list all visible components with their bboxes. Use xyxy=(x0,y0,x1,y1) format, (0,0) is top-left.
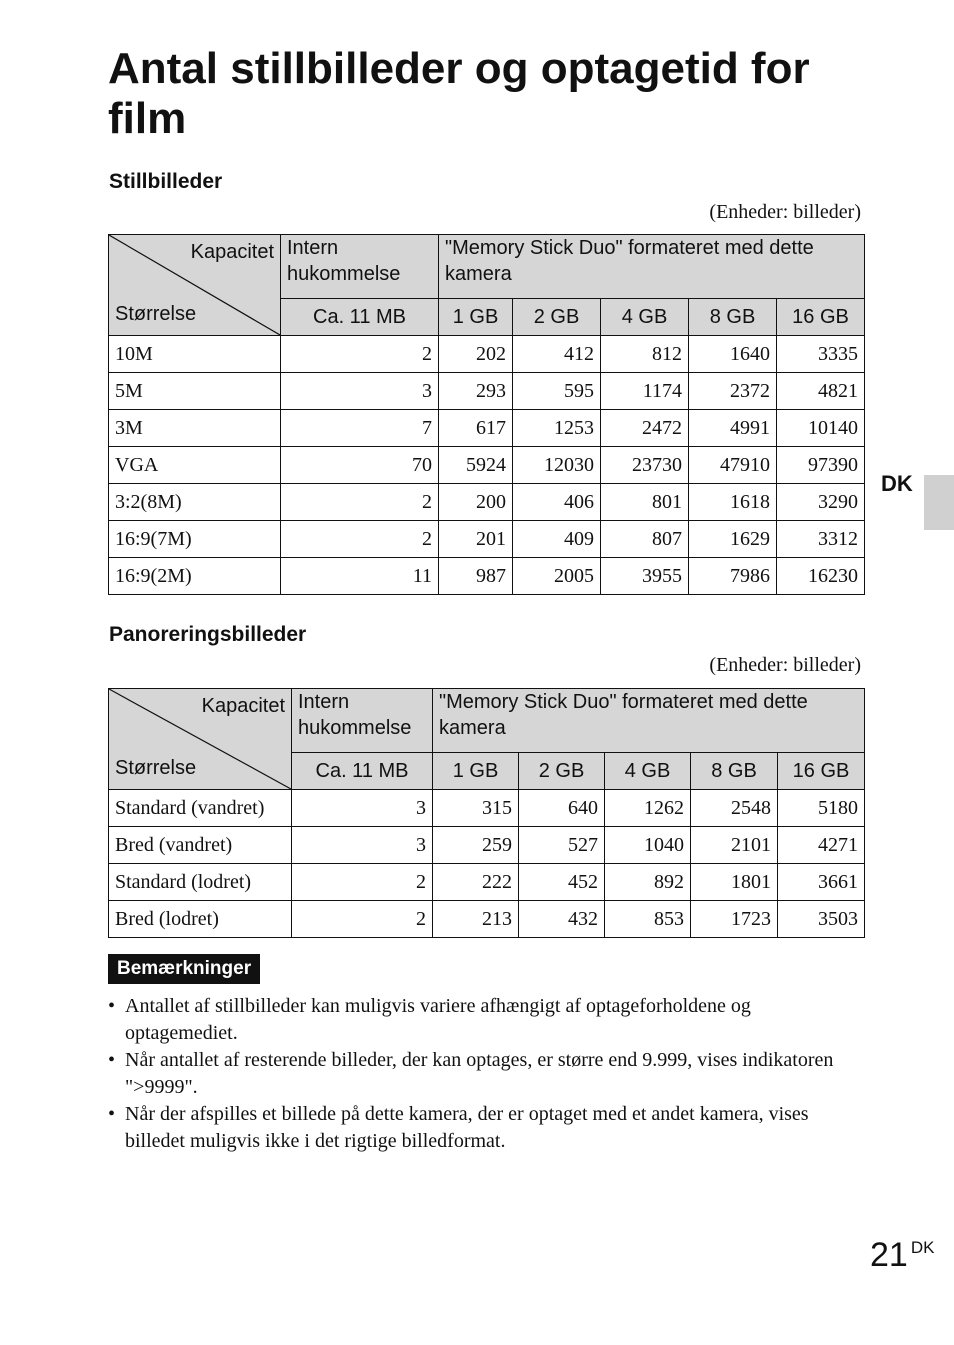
table-cell: 70 xyxy=(281,447,439,484)
table-cell: 3503 xyxy=(778,901,865,938)
table-cell: 4991 xyxy=(689,410,777,447)
table-cell: 201 xyxy=(439,521,513,558)
table-row xyxy=(109,410,865,447)
table-cell: 409 xyxy=(513,521,601,558)
table-cell: 1629 xyxy=(689,521,777,558)
table-row xyxy=(109,827,865,864)
table-cell: 7 xyxy=(281,410,439,447)
table-cell: 259 xyxy=(433,827,519,864)
notes-list xyxy=(108,993,868,1155)
table-cell: 2 xyxy=(292,901,433,938)
table-cell: 1640 xyxy=(689,336,777,373)
table-cell: 452 xyxy=(519,864,605,901)
table-cell: 853 xyxy=(605,901,691,938)
table-cell: 2 xyxy=(281,336,439,373)
row-label: Bred (vandret) xyxy=(109,827,292,864)
table-cell: 3312 xyxy=(777,521,865,558)
row-label: Bred (lodret) xyxy=(109,901,292,938)
table-cell: 1253 xyxy=(513,410,601,447)
still-table-body xyxy=(109,336,865,595)
table-cell: 2 xyxy=(292,864,433,901)
table-cell: 3335 xyxy=(777,336,865,373)
col-header: 2 GB xyxy=(513,299,601,336)
capacity-label: Kapacitet xyxy=(201,695,285,717)
table-cell: 23730 xyxy=(601,447,689,484)
table-cell: 432 xyxy=(519,901,605,938)
language-tab xyxy=(924,475,954,530)
row-label: 16:9(7M) xyxy=(109,521,281,558)
table-cell: 5924 xyxy=(439,447,513,484)
table-row xyxy=(109,521,865,558)
row-label: 3:2(8M) xyxy=(109,484,281,521)
table-cell: 3955 xyxy=(601,558,689,595)
table-row xyxy=(109,447,865,484)
table-cell: 412 xyxy=(513,336,601,373)
table-cell: 801 xyxy=(601,484,689,521)
row-label: 5M xyxy=(109,373,281,410)
table-cell: 3661 xyxy=(778,864,865,901)
table-cell: 1801 xyxy=(691,864,778,901)
page-number-suffix: DK xyxy=(910,1238,935,1257)
list-item xyxy=(108,993,868,1047)
note-text: Når antallet af resterende billeder, der kan optages, er større end 9.999, vises indikatoren ">9999". xyxy=(125,1049,834,1098)
table-cell: 2548 xyxy=(691,790,778,827)
table-cell: 202 xyxy=(439,336,513,373)
table-cell: 5180 xyxy=(778,790,865,827)
internal-memory-header: Intern hukommelse xyxy=(292,689,433,753)
memory-stick-header: "Memory Stick Duo" formateret med dette kamera xyxy=(433,689,865,753)
size-label: Størrelse xyxy=(115,757,197,779)
table-cell: 640 xyxy=(519,790,605,827)
table-row xyxy=(109,790,865,827)
table-cell: 2 xyxy=(281,484,439,521)
table-cell: 892 xyxy=(605,864,691,901)
table-cell: 2005 xyxy=(513,558,601,595)
table-row xyxy=(109,558,865,595)
col-header: 16 GB xyxy=(777,299,865,336)
col-header: Ca. 11 MB xyxy=(292,753,433,790)
col-header: Ca. 11 MB xyxy=(281,299,439,336)
list-item xyxy=(108,1047,868,1101)
note-text: Når der afspilles et billede på dette kamera, der er optaget med et andet kamera, vises billedet muligvis ikke i det rigtige billedformat. xyxy=(125,1103,809,1152)
still-images-table xyxy=(108,234,865,595)
table-cell: 16230 xyxy=(777,558,865,595)
table-cell: 47910 xyxy=(689,447,777,484)
table-cell: 213 xyxy=(433,901,519,938)
note-text: Antallet af stillbilleder kan muligvis variere afhængigt af optageforholdene og optagemediet. xyxy=(125,995,751,1044)
table-cell: 2372 xyxy=(689,373,777,410)
table-cell: 10140 xyxy=(777,410,865,447)
panorama-table-body xyxy=(109,790,865,938)
bullet-icon: • xyxy=(108,1049,116,1071)
diagonal-header-cell xyxy=(109,689,292,790)
table-cell: 7986 xyxy=(689,558,777,595)
table-cell: 406 xyxy=(513,484,601,521)
internal-memory-header: Intern hukommelse xyxy=(281,235,439,299)
row-label: 3M xyxy=(109,410,281,447)
table-cell: 222 xyxy=(433,864,519,901)
table-cell: 12030 xyxy=(513,447,601,484)
table-cell: 2101 xyxy=(691,827,778,864)
row-label: 10M xyxy=(109,336,281,373)
table-cell: 315 xyxy=(433,790,519,827)
diagonal-header-cell xyxy=(109,235,281,336)
row-label: Standard (vandret) xyxy=(109,790,292,827)
table-cell: 812 xyxy=(601,336,689,373)
table-row xyxy=(109,901,865,938)
language-label: DK xyxy=(881,471,913,496)
table-cell: 1040 xyxy=(605,827,691,864)
table-cell: 2 xyxy=(281,521,439,558)
table-cell: 11 xyxy=(281,558,439,595)
row-label: VGA xyxy=(109,447,281,484)
panorama-images-table xyxy=(108,688,865,938)
col-header: 4 GB xyxy=(601,299,689,336)
still-section-heading: Stillbilleder xyxy=(109,170,223,193)
col-header: 1 GB xyxy=(439,299,513,336)
table-cell: 3 xyxy=(281,373,439,410)
page-number-value: 21 xyxy=(870,1236,908,1274)
col-header: 1 GB xyxy=(433,753,519,790)
bullet-icon: • xyxy=(108,995,116,1017)
row-label: Standard (lodret) xyxy=(109,864,292,901)
table-row xyxy=(109,864,865,901)
table-cell: 617 xyxy=(439,410,513,447)
table-cell: 200 xyxy=(439,484,513,521)
page-number xyxy=(870,1236,934,1275)
row-label: 16:9(2M) xyxy=(109,558,281,595)
page-title: Antal stillbilleder og optagetid for film xyxy=(108,44,810,143)
table-cell: 3 xyxy=(292,827,433,864)
table-cell: 4821 xyxy=(777,373,865,410)
table-cell: 97390 xyxy=(777,447,865,484)
list-item xyxy=(108,1101,868,1155)
col-header: 8 GB xyxy=(691,753,778,790)
size-label: Størrelse xyxy=(115,303,197,325)
table-row xyxy=(109,484,865,521)
table-row xyxy=(109,336,865,373)
notes-badge: Bemærkninger xyxy=(108,954,260,984)
panorama-section-heading: Panoreringsbilleder xyxy=(109,623,307,646)
col-header: 4 GB xyxy=(605,753,691,790)
table-cell: 1174 xyxy=(601,373,689,410)
still-units-note: (Enheder: billeder) xyxy=(709,201,861,223)
col-header: 2 GB xyxy=(519,753,605,790)
col-header: 8 GB xyxy=(689,299,777,336)
table-cell: 2472 xyxy=(601,410,689,447)
table-cell: 4271 xyxy=(778,827,865,864)
table-row xyxy=(109,373,865,410)
table-cell: 987 xyxy=(439,558,513,595)
table-cell: 293 xyxy=(439,373,513,410)
table-cell: 1262 xyxy=(605,790,691,827)
memory-stick-header: "Memory Stick Duo" formateret med dette kamera xyxy=(439,235,865,299)
table-cell: 3 xyxy=(292,790,433,827)
table-cell: 3290 xyxy=(777,484,865,521)
table-cell: 595 xyxy=(513,373,601,410)
table-cell: 1618 xyxy=(689,484,777,521)
table-cell: 1723 xyxy=(691,901,778,938)
table-cell: 527 xyxy=(519,827,605,864)
panorama-units-note: (Enheder: billeder) xyxy=(709,654,861,676)
table-cell: 807 xyxy=(601,521,689,558)
col-header: 16 GB xyxy=(778,753,865,790)
capacity-label: Kapacitet xyxy=(190,241,274,263)
bullet-icon: • xyxy=(108,1103,116,1125)
